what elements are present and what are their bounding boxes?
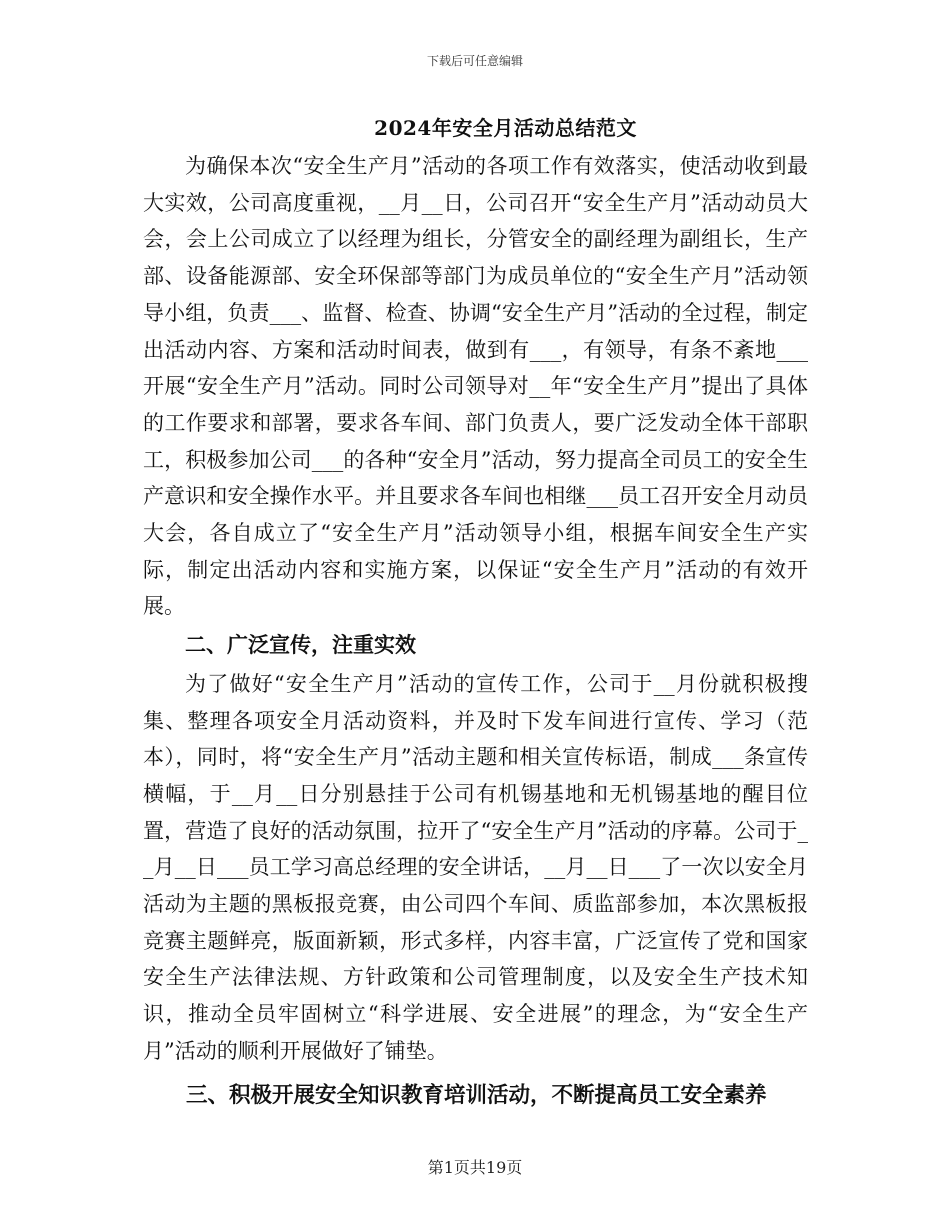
document-title: 2024年安全月活动总结范文	[374, 116, 637, 140]
page-footer-number: 第1页共19页	[427, 1158, 523, 1177]
paragraph-1: 为确保本次“安全生产月”活动的各项工作有效落实，使活动收到最大实效，公司高度重视，__月__日，公司召开“安全生产月”活动动员大会，会上公司成立了以经理为组长，分管安全的副经理为副组长，生产部、设备能源部、安全环保部等部门为成员单位的“安全生产月”活动领导小组，负责___、监督、检查、协调“安全生产月”活动的全过程，制定出活动内容、方案和活动时间表，做到有___，有领导，有条不紊地___开展“安全生产月”活动。同时公司领导对__年“安全生产月”提出了具体的工作要求和部署，要求各车间、部门负责人，要广泛发动全体干部职工，积极参加公司___的各种“安全月”活动，努力提高全司员工的安全生产意识和安全操作水平。并且要求各车间也相继___员工召开安全月动员大会，各自成立了“安全生产月”活动领导小组，根据车间安全生产实际，制定出活动内容和实施方案，以保证“安全生产月”活动的有效开展。	[143, 154, 808, 619]
section-heading-3: 三、积极开展安全知识教育培训活动，不断提高员工安全素养	[186, 1082, 767, 1108]
document-body	[143, 108, 808, 1116]
page-header-note: 下载后可任意编辑	[426, 54, 523, 68]
paragraph-2: 为了做好“安全生产月”活动的宣传工作，公司于__月份就积极搜集、整理各项安全月活动资料，并及时下发车间进行宣传、学习（范本），同时，将“安全生产月”活动主题和相关宣传标语，制成___条宣传横幅，于__月__日分别悬挂于公司有机锡基地和无机锡基地的醒目位置，营造了良好的活动氛围，拉开了“安全生产月”活动的序幕。公司于__月__日___员工学习高总经理的安全讲话，__月__日___了一次以安全月活动为主题的黑板报竞赛，由公司四个车间、质监部参加，本次黑板报竞赛主题鲜亮，版面新颖，形式多样，内容丰富，广泛宣传了党和国家安全生产法律法规、方针政策和公司管理制度，以及安全生产技术知识，推动全员牢固树立“科学进展、安全进展”的理念，为“安全生产月”活动的顺利开展做好了铺垫。	[143, 671, 808, 1063]
section-heading-2: 二、广泛宣传，注重实效	[185, 632, 416, 658]
